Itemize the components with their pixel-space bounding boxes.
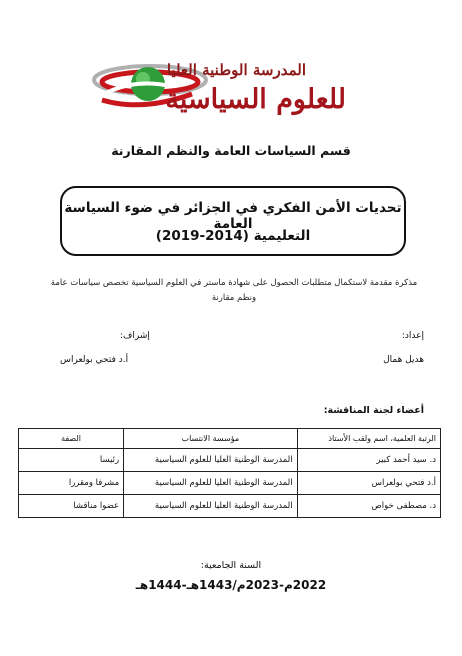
school-logo [92, 60, 354, 130]
table-row [19, 449, 441, 472]
jury-member-institution: المدرسة الوطنية العليا للعلوم السياسية [124, 495, 297, 518]
logo-text-school: المدرسة الوطنية العليا [166, 61, 306, 79]
table-row [19, 495, 441, 518]
jury-member-role: عضوا مناقشا [19, 495, 124, 518]
table-header-row [19, 429, 441, 449]
logo-text-political-science: للعلوم السياسية [165, 84, 346, 115]
academic-year-value: 2022م-2023م/1443هـ-1444هـ [135, 578, 327, 592]
department-name: قسم السياسات العامة والنظم المقارنة [111, 143, 351, 158]
jury-member-institution: المدرسة الوطنية العليا للعلوم السياسية [124, 449, 297, 472]
student-name: هديل همال [383, 355, 424, 365]
committee-heading: أعضاء لجنة المناقشة: [323, 405, 424, 416]
supervisor-name: أ.د فتحي بولعراس [60, 355, 129, 365]
table-row [19, 472, 441, 495]
thesis-title-line-2: التعليمية (2014-2019) [155, 228, 311, 244]
jury-member-name: د. سيد أحمد كبير [297, 449, 440, 472]
header-institution: مؤسسة الانتساب [124, 429, 297, 449]
jury-member-name: د. مصطفى خواص [297, 495, 440, 518]
header-rank-name: الرتبة العلمية، اسم ولقب الأستاذ [297, 429, 440, 449]
supervised-by-label: إشراف: [120, 331, 150, 341]
jury-member-institution: المدرسة الوطنية العليا للعلوم السياسية [124, 472, 297, 495]
memo-description: مذكرة مقدمة لاستكمال متطلبات الحصول على شهادة ماستر في العلوم السياسية تخصص سياسات عامة ونظم مقارنة [50, 278, 418, 303]
prepared-by-label: إعداد: [401, 331, 424, 341]
thesis-title-box [60, 186, 406, 256]
jury-member-role: مشرفا ومقررا [19, 472, 124, 495]
jury-member-name: أ.د فتحي بولعراس [297, 472, 440, 495]
jury-table [18, 428, 441, 518]
jury-member-role: رئيسا [19, 449, 124, 472]
header-role: الصفة [19, 429, 124, 449]
thesis-title-line-1: تحديات الأمن الفكري في الجزائر في ضوء السياسة العامة [64, 200, 402, 232]
academic-year-label: السنة الجامعية: [200, 560, 262, 571]
